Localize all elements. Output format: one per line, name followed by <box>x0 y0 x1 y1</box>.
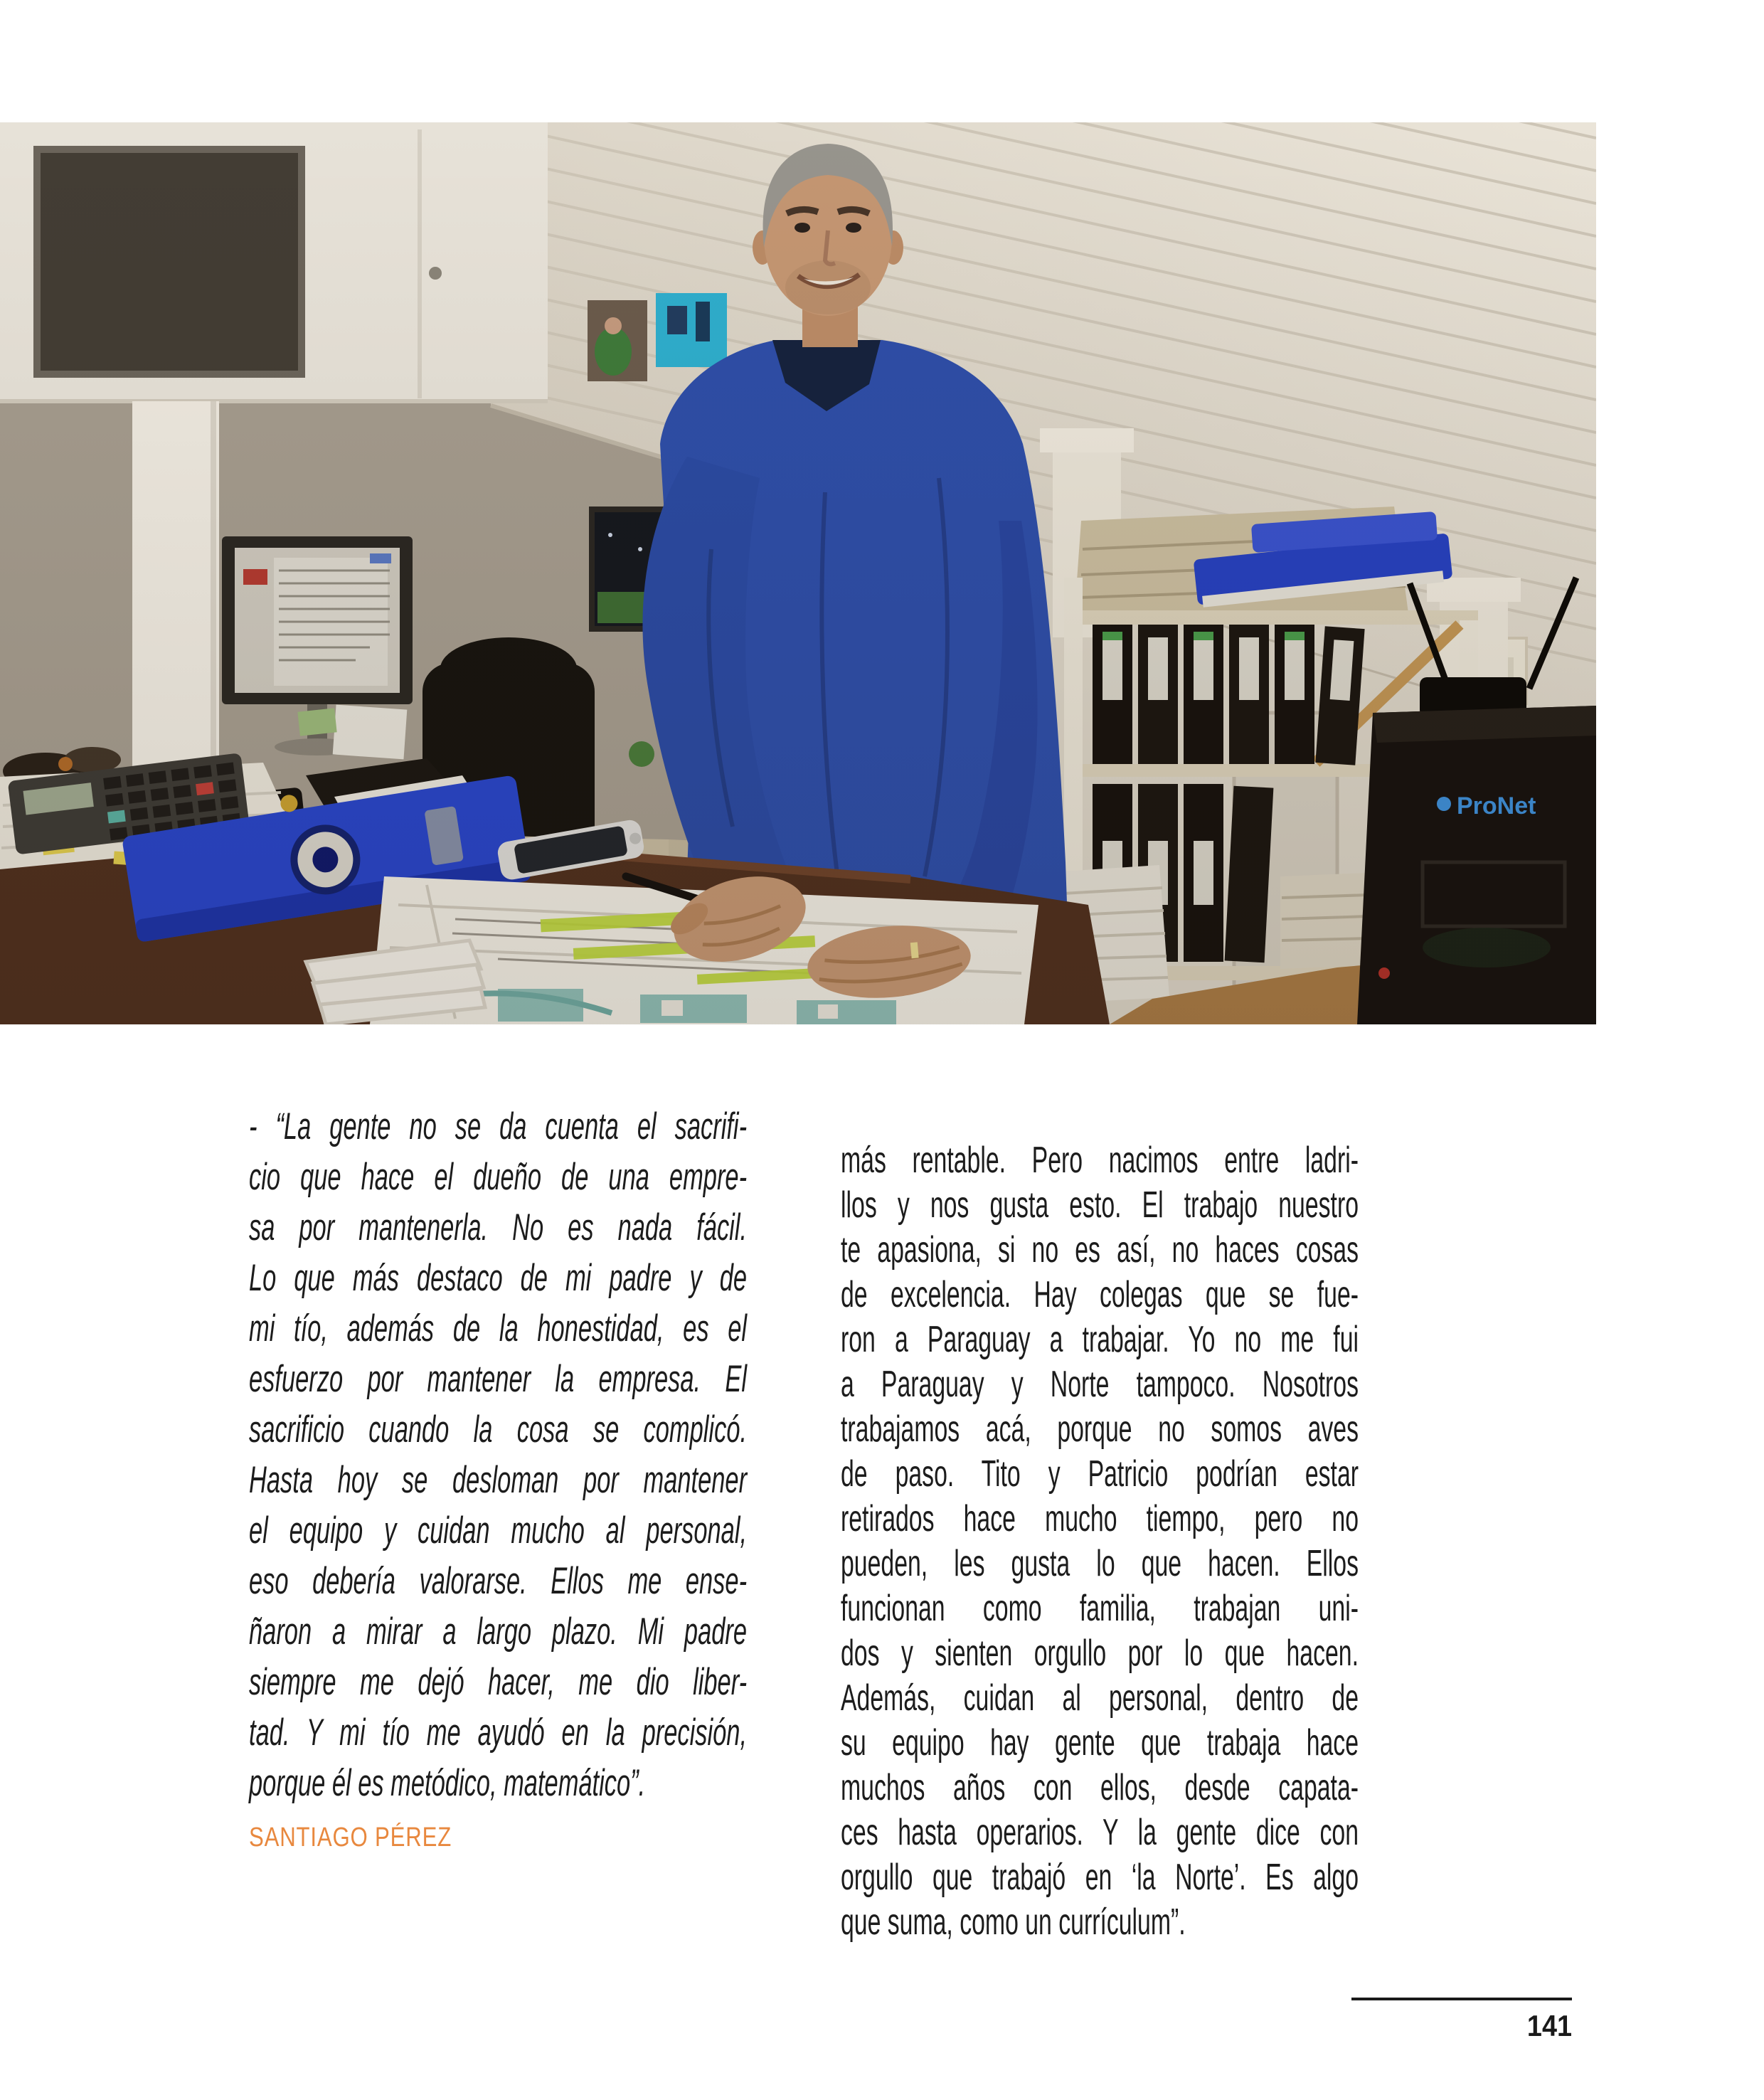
quote-line: el equipo y cuidan mucho al personal, <box>249 1510 748 1552</box>
quote-line: cio que hace el dueño de una empre- <box>249 1156 748 1198</box>
quote-column <box>249 1101 747 1808</box>
body-line: muchos años con ellos, desde capata- <box>841 1767 1359 1808</box>
body-line: a Paraguay y Norte tampoco. Nosotros <box>841 1364 1359 1405</box>
body-line: trabajamos acá, porque no somos aves <box>841 1409 1359 1450</box>
quote-line: porque él es metódico, matemático”. <box>249 1762 646 1804</box>
attribution: SANTIAGO PÉREZ <box>249 1823 452 1852</box>
body-line: que suma, como un currículum”. <box>841 1902 1186 1943</box>
body-line: ron a Paraguay a trabajar. Yo no me fui <box>841 1319 1359 1360</box>
page-number: 141 <box>1526 2009 1572 2042</box>
body-line: más rentable. Pero nacimos entre ladri- <box>841 1140 1359 1181</box>
quote-line: Hasta hoy se desloman por mantener <box>249 1459 748 1501</box>
body-line: llos y nos gusta esto. El trabajo nuestro <box>841 1184 1359 1226</box>
body-text <box>841 1138 1359 1945</box>
body-line: Además, cuidan al personal, dentro de <box>841 1677 1359 1719</box>
quote-line: sacrificio cuando la cosa se complicó. <box>249 1409 748 1451</box>
body-line: funcionan como familia, trabajan uni- <box>841 1588 1359 1629</box>
body-line: retirados hace mucho tiempo, pero no <box>841 1498 1359 1539</box>
body-column <box>841 1138 1359 1945</box>
body-line: orgullo que trabajó en ‘la Norte’. Es algo <box>841 1857 1359 1898</box>
footer-rule <box>1351 1998 1572 2000</box>
office-photo <box>0 122 1596 1024</box>
printer-brand-label: ProNet <box>1457 792 1536 820</box>
quote-line: siempre me dejó hacer, me dio liber- <box>249 1661 748 1703</box>
quote-line: ñaron a mirar a largo plazo. Mi padre <box>249 1611 748 1653</box>
quote-line: mi tío, además de la honestidad, es el <box>249 1308 748 1349</box>
quote-line: - “La gente no se da cuenta el sacrifi- <box>249 1105 748 1147</box>
body-line: de excelencia. Hay colegas que se fue- <box>841 1274 1359 1315</box>
quote-text <box>249 1101 747 1808</box>
body-line: dos y sienten orgullo por lo que hacen. <box>841 1633 1359 1674</box>
quote-line: sa por mantenerla. No es nada fácil. <box>249 1207 748 1248</box>
body-line: ces hasta operarios. Y la gente dice con <box>841 1812 1359 1853</box>
quote-line: esfuerzo por mantener la empresa. El <box>249 1358 748 1400</box>
quote-line: Lo que más destaco de mi padre y de <box>249 1257 748 1299</box>
body-line: te apasiona, si no es así, no haces cosas <box>841 1229 1359 1271</box>
body-line: pueden, les gusta lo que hacen. Ellos <box>841 1543 1359 1584</box>
body-line: de paso. Tito y Patricio podrían estar <box>841 1453 1359 1495</box>
quote-line: tad. Y mi tío me ayudó en la precisión, <box>249 1712 748 1754</box>
body-line: su equipo hay gente que trabaja hace <box>841 1722 1359 1764</box>
quote-line: eso debería valorarse. Ellos me ense- <box>249 1560 748 1602</box>
